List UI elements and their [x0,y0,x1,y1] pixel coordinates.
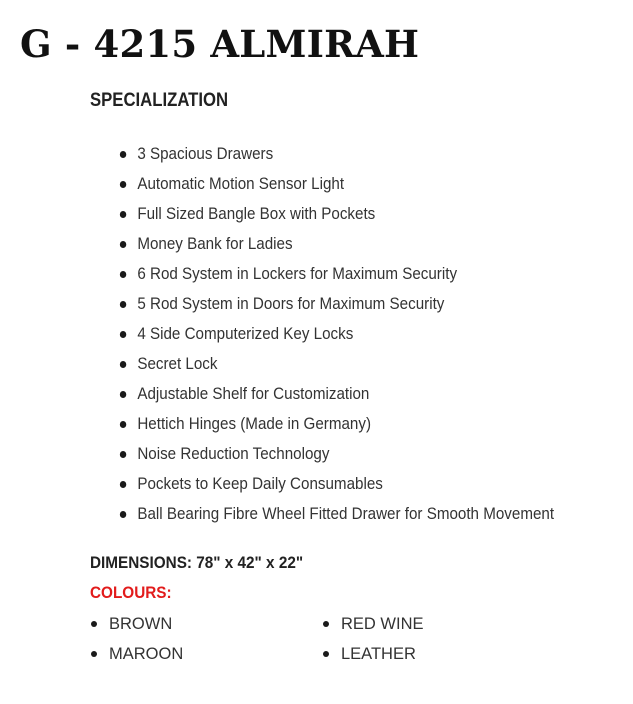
bullet-icon [120,511,126,518]
feature-label: Automatic Motion Sensor Light [137,175,345,193]
bullet-icon [120,481,126,488]
colours-heading: COLOURS: [90,583,172,602]
feature-item [118,472,554,502]
feature-item [118,232,554,262]
bullet-icon [120,211,126,218]
bullet-icon [120,361,126,368]
colour-item-leather [323,643,416,665]
specialization-heading: SPECIALIZATION [90,90,229,111]
feature-item [118,442,554,472]
bullet-icon [120,451,126,458]
feature-label: Noise Reduction Technology [137,445,330,463]
bullet-icon [120,391,126,398]
feature-item [118,382,554,412]
colour-item-brown [91,613,172,635]
colour-label: LEATHER [341,645,416,663]
bullet-icon [120,331,126,338]
colour-label: BROWN [109,615,173,633]
bullet-icon [120,301,126,308]
feature-item [118,502,554,532]
feature-label: Ball Bearing Fibre Wheel Fitted Drawer for Smooth Movement [137,505,555,523]
bullet-icon [323,621,329,627]
feature-item [118,412,554,442]
bullet-icon [120,151,126,158]
feature-label: 3 Spacious Drawers [137,145,274,163]
colour-label: MAROON [109,645,184,663]
feature-label: Full Sized Bangle Box with Pockets [137,205,376,223]
bullet-icon [120,241,126,248]
feature-label: 6 Rod System in Lockers for Maximum Security [137,265,458,283]
bullet-icon [323,651,329,657]
bullet-icon [91,651,97,657]
dimensions-text: DIMENSIONS: 78" x 42" x 22" [90,553,304,572]
feature-item [118,322,554,352]
feature-item [118,172,554,202]
feature-label: Secret Lock [137,355,218,373]
feature-label: 5 Rod System in Doors for Maximum Security [137,295,445,313]
feature-label: Adjustable Shelf for Customization [137,385,370,403]
colour-label: RED WINE [341,615,424,633]
bullet-icon [120,271,126,278]
feature-label: Pockets to Keep Daily Consumables [137,475,383,493]
feature-item [118,142,554,172]
colour-item-red-wine [323,613,424,635]
feature-item [118,352,554,382]
bullet-icon [120,421,126,428]
feature-item [118,202,554,232]
feature-label: 4 Side Computerized Key Locks [137,325,354,343]
colour-item-maroon [91,643,183,665]
bullet-icon [91,621,97,627]
product-title: G - 4215 ALMIRAH [20,22,420,66]
feature-list [118,142,592,532]
feature-label: Hettich Hinges (Made in Germany) [137,415,372,433]
feature-item [118,292,554,322]
feature-label: Money Bank for Ladies [137,235,293,253]
feature-item [118,262,554,292]
bullet-icon [120,181,126,188]
